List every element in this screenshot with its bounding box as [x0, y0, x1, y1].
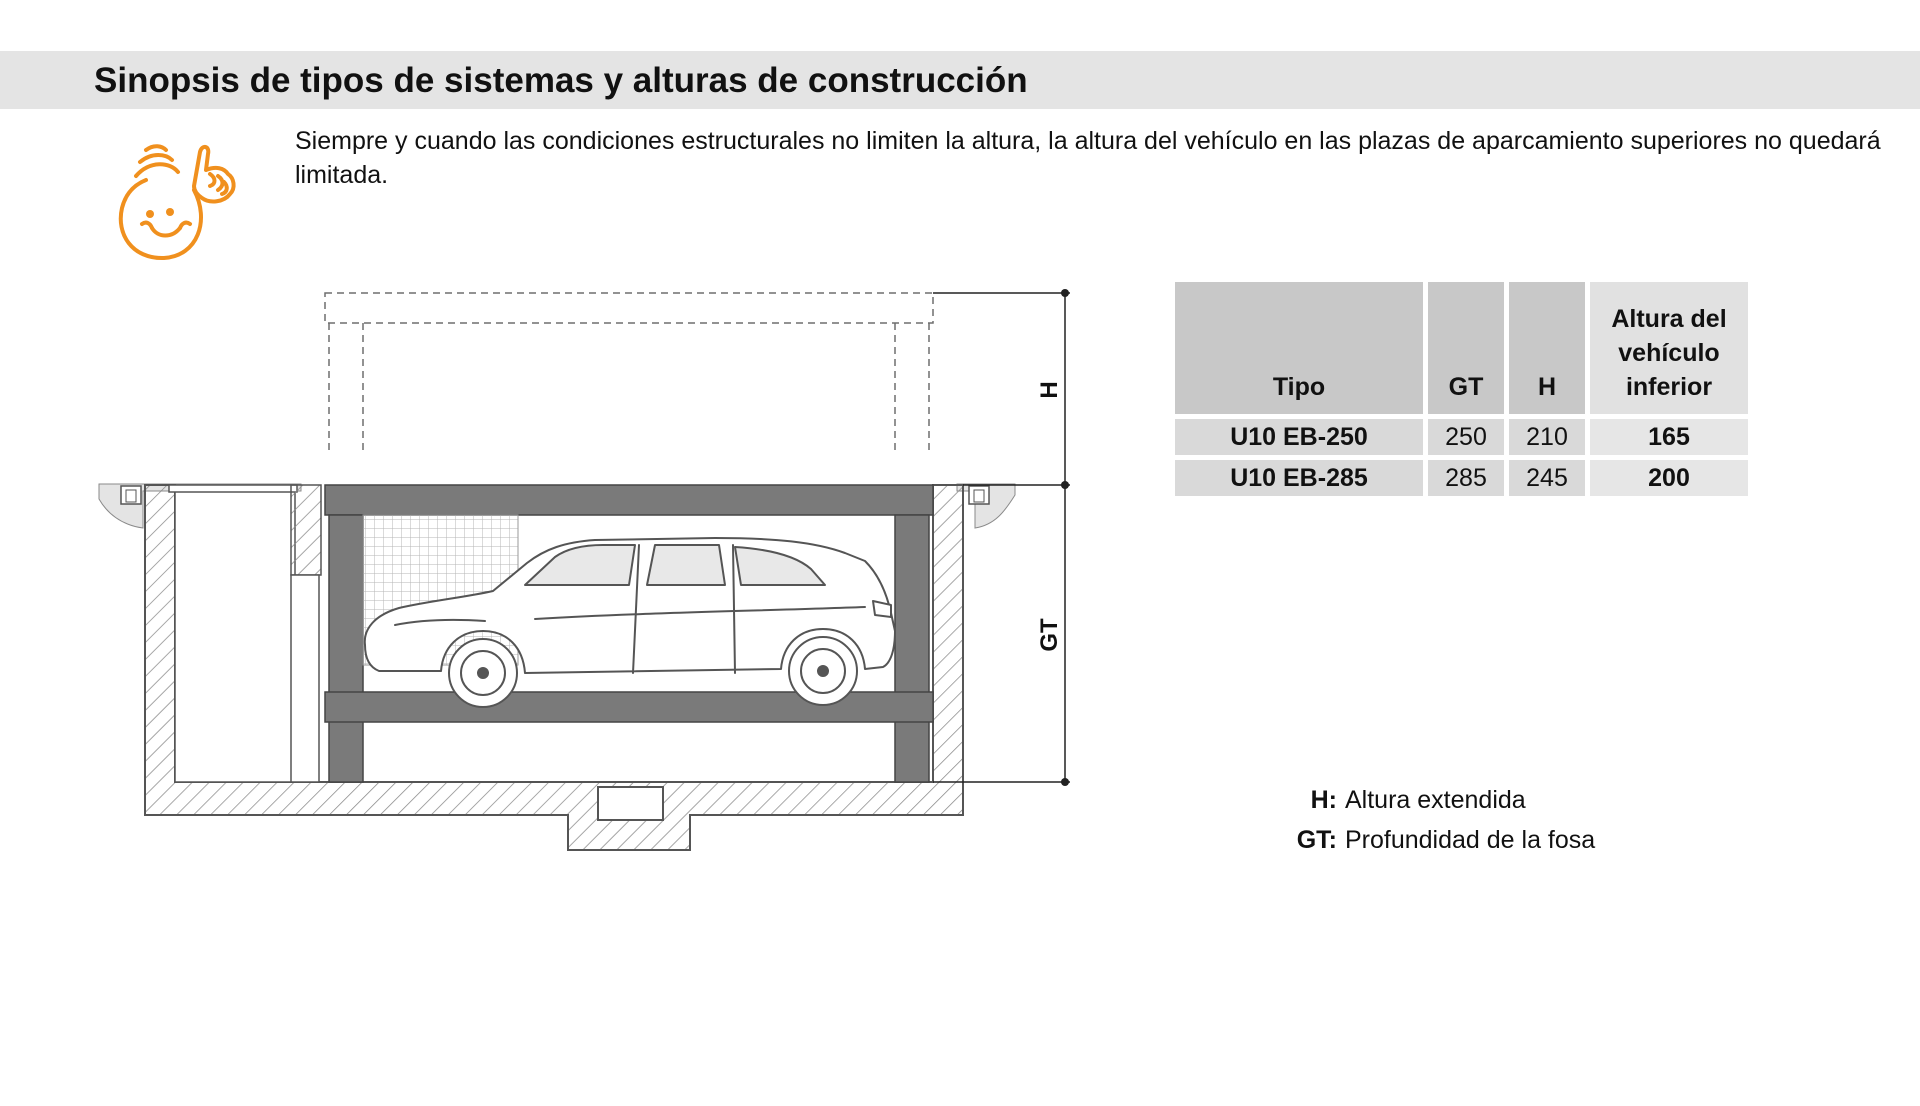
header-tipo: Tipo: [1175, 282, 1423, 414]
table-row: [1175, 460, 1748, 496]
dimension-label-h: H: [1036, 381, 1063, 399]
extended-platform-outline: [325, 293, 933, 455]
system-types-table: [1170, 277, 1753, 501]
dimension-point-ground: [1061, 481, 1069, 489]
cell-altura: 200: [1590, 460, 1748, 496]
legend-text-h: Altura extendida: [1345, 786, 1526, 814]
pointing-smiley-icon: [112, 128, 262, 268]
cell-h: 210: [1509, 419, 1585, 455]
header-altura-line3: inferior: [1625, 373, 1713, 401]
cell-altura: 165: [1590, 419, 1748, 455]
legend-item-h: [1285, 780, 1595, 820]
legend-text-gt: Profundidad de la fosa: [1345, 826, 1596, 854]
cell-h: 245: [1509, 460, 1585, 496]
dimension-point-top: [1061, 289, 1069, 297]
title-bar: [0, 51, 1920, 109]
dimension-point-bottom: [1061, 778, 1069, 786]
dimension-label-gt: GT: [1036, 618, 1063, 652]
header-altura: [1590, 282, 1748, 414]
header-altura-line1: Altura del: [1611, 305, 1727, 333]
cell-gt: 285: [1428, 460, 1504, 496]
table-row: [1175, 419, 1748, 455]
side-cabinet: [175, 491, 295, 782]
legend-key-h: H:: [1310, 786, 1337, 814]
legend-item-gt: [1285, 820, 1595, 860]
parking-system-diagram: [95, 285, 1095, 855]
legend: [1285, 780, 1595, 860]
page-title: Sinopsis de tipos de sistemas y alturas de construcción: [94, 61, 1028, 100]
intro-text: Siempre y cuando las condiciones estructurales no limiten la altura, la altura del vehículo en las plazas de aparcamiento superiores no quedará limitada.: [295, 127, 1881, 189]
cell-tipo: U10 EB-250: [1175, 419, 1423, 455]
cell-tipo: U10 EB-285: [1175, 460, 1423, 496]
header-altura-line2: vehículo: [1618, 339, 1720, 367]
cell-gt: 250: [1428, 419, 1504, 455]
legend-key-gt: GT:: [1296, 826, 1337, 854]
header-h: H: [1509, 282, 1585, 414]
table-header-row: [1175, 282, 1748, 414]
drain-sump: [598, 787, 663, 820]
header-gt: GT: [1428, 282, 1504, 414]
